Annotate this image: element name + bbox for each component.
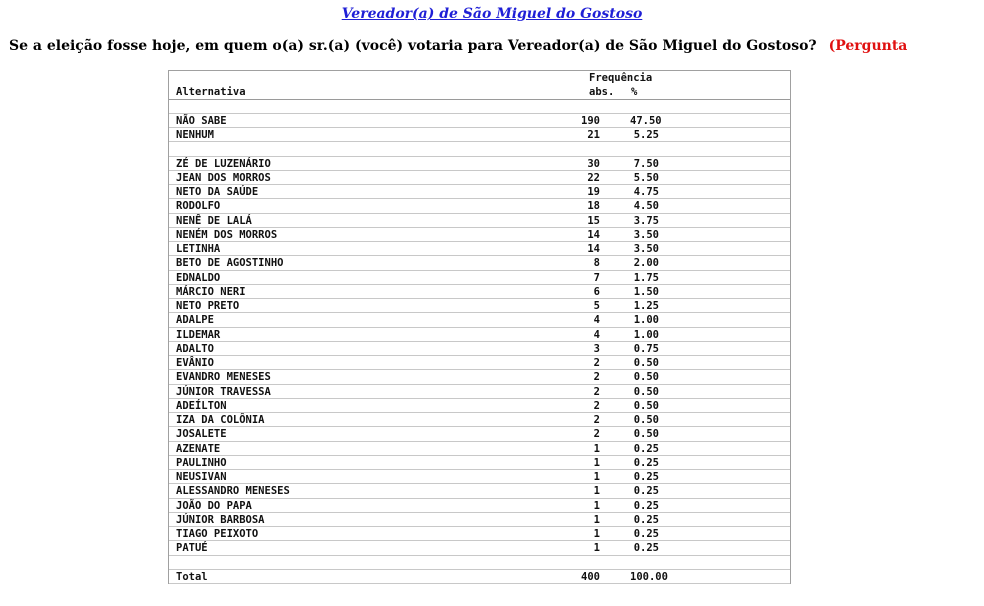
row-pct: 7.50 <box>633 157 659 170</box>
table-row <box>169 185 790 199</box>
row-abs: 1 <box>593 542 600 555</box>
table-row <box>169 242 790 256</box>
table-row <box>169 370 790 384</box>
row-alternativa: NENÉM DOS MORROS <box>176 228 278 241</box>
row-alternativa: JÚNIOR BARBOSA <box>176 513 265 526</box>
table-row <box>169 456 790 470</box>
page-title[interactable]: Vereador(a) de São Miguel do Gostoso <box>341 6 643 22</box>
row-pct: 0.25 <box>633 528 659 540</box>
row-abs: 1 <box>593 442 600 455</box>
row-alternativa: MÁRCIO NERI <box>176 285 246 298</box>
table-row <box>169 299 790 313</box>
frequency-table <box>168 70 791 584</box>
column-header-frequencia: Frequência <box>589 72 653 84</box>
table-row <box>169 256 790 270</box>
row-pct: 0.25 <box>633 542 659 555</box>
table-row <box>169 199 790 213</box>
table-row <box>169 128 790 142</box>
row-abs: 1 <box>593 499 600 512</box>
question-text <box>9 38 907 54</box>
table-row <box>169 427 790 441</box>
table-row <box>169 313 790 327</box>
row-abs: 8 <box>593 257 600 270</box>
row-alternativa: ADEÍLTON <box>176 399 227 412</box>
row-abs: 1 <box>593 528 600 540</box>
row-pct: 4.75 <box>633 186 659 198</box>
table-row <box>169 228 790 242</box>
row-alternativa: ADALPE <box>176 314 214 327</box>
question-label: Se a eleição fosse hoje, em quem o(a) sr.(a) (você) votaria para Vereador(a) de São Miguel do Gostoso? <box>9 38 817 54</box>
row-pct: 5.50 <box>633 171 659 184</box>
row-abs: 22 <box>587 171 600 184</box>
row-pct: 0.50 <box>633 428 659 441</box>
row-alternativa: NETO DA SAÚDE <box>176 186 259 198</box>
row-alternativa: AZENATE <box>176 442 221 455</box>
row-pct: 0.50 <box>633 414 659 426</box>
table-row <box>169 484 790 498</box>
table-row <box>169 157 790 171</box>
table-row <box>169 171 790 185</box>
row-abs: 14 <box>587 228 600 241</box>
row-pct: 0.25 <box>633 499 659 512</box>
row-pct: 3.75 <box>633 214 659 227</box>
row-pct: 3.50 <box>633 243 659 255</box>
row-pct: 2.00 <box>633 257 659 270</box>
table-row <box>169 499 790 513</box>
row-alternativa: NETO PRETO <box>176 300 240 312</box>
table-group-2 <box>169 157 790 556</box>
row-alternativa: NÃO SABE <box>176 114 227 127</box>
row-abs: 15 <box>587 214 600 227</box>
row-abs: 30 <box>587 157 600 170</box>
row-alternativa: JÚNIOR TRAVESSA <box>176 385 271 398</box>
table-group-1 <box>169 114 790 143</box>
row-abs: 1 <box>593 471 600 483</box>
row-pct: 0.25 <box>633 485 659 498</box>
table-total-row <box>169 570 790 584</box>
row-abs: 18 <box>587 200 600 213</box>
row-pct: 0.50 <box>633 399 659 412</box>
table-row <box>169 114 790 128</box>
row-alternativa: LETINHA <box>176 243 221 255</box>
row-alternativa: TIAGO PEIXOTO <box>176 528 259 540</box>
row-abs: 6 <box>593 285 600 298</box>
table-row <box>169 399 790 413</box>
table-header-row-2 <box>169 85 790 99</box>
table-header-row-1 <box>169 71 790 85</box>
table-spacer-row <box>169 142 790 156</box>
row-abs: 1 <box>593 513 600 526</box>
table-row <box>169 342 790 356</box>
row-pct: 0.75 <box>633 342 659 355</box>
row-pct: 0.50 <box>633 385 659 398</box>
row-abs: 2 <box>593 399 600 412</box>
row-abs: 19 <box>587 186 600 198</box>
row-abs: 7 <box>593 271 600 284</box>
row-alternativa: NEUSIVAN <box>176 471 227 483</box>
row-abs: 3 <box>593 342 600 355</box>
row-pct: 1.75 <box>633 271 659 284</box>
row-abs: 21 <box>587 129 600 141</box>
row-alternativa: ZÉ DE LUZENÁRIO <box>176 157 271 170</box>
row-pct: 0.25 <box>633 456 659 469</box>
row-alternativa: ALESSANDRO MENESES <box>176 485 290 498</box>
table-row <box>169 442 790 456</box>
total-label: Total <box>176 570 208 583</box>
row-abs: 5 <box>593 300 600 312</box>
row-abs: 1 <box>593 456 600 469</box>
row-pct: 0.50 <box>633 357 659 369</box>
row-alternativa: RODOLFO <box>176 200 221 213</box>
table-row <box>169 541 790 555</box>
row-abs: 1 <box>593 485 600 498</box>
row-alternativa: NENÊ DE LALÁ <box>176 214 252 227</box>
row-alternativa: ADALTO <box>176 342 214 355</box>
row-alternativa: IZA DA COLÔNIA <box>176 414 265 426</box>
row-pct: 0.25 <box>633 471 659 483</box>
row-alternativa: JOSALETE <box>176 428 227 441</box>
table-row <box>169 385 790 399</box>
table-row <box>169 470 790 484</box>
row-abs: 2 <box>593 414 600 426</box>
row-alternativa: BETO DE AGOSTINHO <box>176 257 284 270</box>
total-abs: 400 <box>581 570 600 583</box>
column-header-pct: % <box>631 86 638 99</box>
table-row <box>169 527 790 541</box>
row-alternativa: PATUÉ <box>176 542 208 555</box>
row-pct: 47.50 <box>630 114 662 127</box>
row-abs: 2 <box>593 385 600 398</box>
row-pct: 0.50 <box>633 371 659 384</box>
row-abs: 2 <box>593 428 600 441</box>
row-pct: 1.25 <box>633 300 659 312</box>
row-alternativa: EVANDRO MENESES <box>176 371 271 384</box>
row-alternativa: PAULINHO <box>176 456 227 469</box>
row-alternativa: EVÂNIO <box>176 357 214 369</box>
question-tag: (Pergunta <box>828 38 908 54</box>
table-spacer-row <box>169 556 790 570</box>
row-abs: 4 <box>593 314 600 327</box>
row-pct: 4.50 <box>633 200 659 213</box>
total-pct: 100.00 <box>630 570 668 583</box>
row-pct: 1.50 <box>633 285 659 298</box>
row-abs: 2 <box>593 357 600 369</box>
row-pct: 3.50 <box>633 228 659 241</box>
row-pct: 0.25 <box>633 513 659 526</box>
row-alternativa: EDNALDO <box>176 271 221 284</box>
column-header-alternativa: Alternativa <box>176 86 246 99</box>
table-row <box>169 513 790 527</box>
table-row <box>169 413 790 427</box>
table-row <box>169 356 790 370</box>
row-abs: 14 <box>587 243 600 255</box>
row-pct: 5.25 <box>633 129 659 141</box>
row-alternativa: ILDEMAR <box>176 328 221 341</box>
row-alternativa: NENHUM <box>176 129 214 141</box>
row-abs: 190 <box>581 114 600 127</box>
table-row <box>169 285 790 299</box>
table-spacer-row <box>169 100 790 114</box>
table-row <box>169 214 790 228</box>
row-abs: 4 <box>593 328 600 341</box>
table-row <box>169 328 790 342</box>
row-pct: 0.25 <box>633 442 659 455</box>
table-row <box>169 271 790 285</box>
row-alternativa: JOÃO DO PAPA <box>176 499 252 512</box>
row-alternativa: JEAN DOS MORROS <box>176 171 271 184</box>
column-header-abs: abs. <box>589 86 615 99</box>
row-pct: 1.00 <box>633 328 659 341</box>
row-abs: 2 <box>593 371 600 384</box>
row-pct: 1.00 <box>633 314 659 327</box>
